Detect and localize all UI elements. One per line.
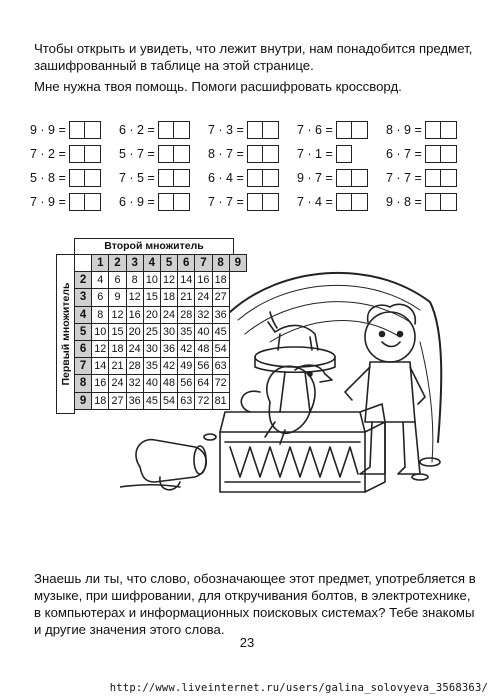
table-cell: 48 — [195, 340, 212, 357]
table-cell: 18 — [92, 392, 109, 409]
table-cell: 32 — [195, 306, 212, 323]
source-url: http://www.liveinternet.ru/users/galina_solovyeva_3568363/ — [109, 682, 488, 694]
answer-cell[interactable] — [441, 121, 457, 139]
table-cell: 45 — [212, 323, 229, 340]
answer-boxes[interactable] — [425, 169, 457, 187]
answer-boxes[interactable] — [158, 145, 190, 163]
equation — [208, 191, 297, 213]
table-cell: 63 — [212, 358, 229, 375]
table-cell: 35 — [143, 358, 160, 375]
table-cell: 21 — [109, 358, 126, 375]
table-cell: 40 — [143, 375, 160, 392]
equation — [297, 143, 386, 165]
table-cell: 32 — [126, 375, 143, 392]
answer-cell[interactable] — [425, 169, 441, 187]
table-cell: 18 — [212, 272, 229, 289]
table-cell: 10 — [143, 272, 160, 289]
table-cell: 12 — [109, 306, 126, 323]
answer-boxes[interactable] — [336, 193, 368, 211]
table-cell: 42 — [160, 358, 177, 375]
table-cell: 6 — [92, 289, 109, 306]
table-cell: 12 — [160, 272, 177, 289]
table-cell: 15 — [143, 289, 160, 306]
answer-boxes[interactable] — [247, 121, 279, 139]
answer-cell[interactable] — [85, 121, 101, 139]
answer-cell[interactable] — [352, 121, 368, 139]
equation-row — [30, 119, 475, 141]
answer-cell[interactable] — [247, 169, 263, 187]
equation-row — [30, 167, 475, 189]
equation-row — [30, 191, 475, 213]
equation — [119, 119, 208, 141]
table-header-cell: 2 — [75, 272, 92, 289]
column-header-label: Второй множитель — [74, 238, 234, 255]
answer-cell[interactable] — [158, 145, 174, 163]
intro-paragraph-1: Чтобы открыть и увидеть, что лежит внутри, нам понадобится предмет, зашифрованный в таблице на этой странице. — [34, 41, 473, 73]
equation-expression: 6 · 2 = — [119, 123, 155, 137]
row-header-label — [56, 254, 75, 414]
answer-cell[interactable] — [263, 193, 279, 211]
table-cell: 12 — [92, 340, 109, 357]
answer-cell[interactable] — [158, 193, 174, 211]
answer-cell[interactable] — [158, 121, 174, 139]
answer-cell[interactable] — [85, 169, 101, 187]
table-cell: 8 — [126, 272, 143, 289]
table-corner-cell — [75, 255, 92, 272]
equation-expression: 7 · 7 = — [386, 171, 422, 185]
answer-cell[interactable] — [85, 193, 101, 211]
equation — [208, 119, 297, 141]
equation — [119, 167, 208, 189]
equation-expression: 7 · 4 = — [297, 195, 333, 209]
equation — [30, 143, 119, 165]
equation — [297, 119, 386, 141]
answer-boxes[interactable] — [69, 193, 101, 211]
table-cell: 35 — [178, 323, 195, 340]
table-cell: 18 — [109, 340, 126, 357]
equation-expression: 9 · 8 = — [386, 195, 422, 209]
answer-cell[interactable] — [441, 169, 457, 187]
answer-cell[interactable] — [263, 145, 279, 163]
table-cell: 30 — [160, 323, 177, 340]
answer-boxes[interactable] — [158, 121, 190, 139]
equation — [30, 119, 119, 141]
answer-cell[interactable] — [69, 193, 85, 211]
answer-cell[interactable] — [247, 145, 263, 163]
table-cell: 27 — [212, 289, 229, 306]
equation — [386, 167, 475, 189]
table-cell: 56 — [178, 375, 195, 392]
outro-paragraph: Знаешь ли ты, что слово, обозначающее этот предмет, употребляется в музыке, при шифровании, для откручивания болтов, в электротехнике, в компьютерах и информационных поисковых системах? Тебе знакомы и другие значения этого слова. — [34, 571, 476, 637]
row-header-text: Первый множитель — [59, 282, 72, 386]
table-cell: 6 — [109, 272, 126, 289]
equation — [386, 143, 475, 165]
answer-cell[interactable] — [441, 193, 457, 211]
table-cell: 4 — [92, 272, 109, 289]
answer-cell[interactable] — [425, 121, 441, 139]
table-header-cell: 9 — [75, 392, 92, 409]
answer-boxes[interactable] — [336, 121, 368, 139]
equation — [30, 167, 119, 189]
table-cell: 25 — [143, 323, 160, 340]
table-header-cell: 1 — [92, 255, 109, 272]
table-header-cell: 7 — [75, 358, 92, 375]
table-header-cell: 3 — [75, 289, 92, 306]
equation-expression: 5 · 8 = — [30, 171, 66, 185]
table-cell: 15 — [109, 323, 126, 340]
answer-cell[interactable] — [158, 169, 174, 187]
answer-boxes[interactable] — [247, 145, 279, 163]
table-cell: 72 — [212, 375, 229, 392]
equation-expression: 9 · 7 = — [297, 171, 333, 185]
answer-cell[interactable] — [247, 121, 263, 139]
answer-boxes[interactable] — [425, 193, 457, 211]
equation-expression: 8 · 9 = — [386, 123, 422, 137]
answer-cell[interactable] — [174, 193, 190, 211]
answer-boxes[interactable] — [336, 145, 352, 163]
answer-boxes[interactable] — [69, 121, 101, 139]
answer-boxes[interactable] — [247, 169, 279, 187]
equation — [297, 191, 386, 213]
table-cell: 48 — [160, 375, 177, 392]
table-cell: 40 — [195, 323, 212, 340]
answer-boxes[interactable] — [247, 193, 279, 211]
equation-expression: 5 · 7 = — [119, 147, 155, 161]
boy-with-chest-illustration — [120, 262, 450, 522]
intro-text — [34, 40, 474, 95]
answer-boxes[interactable] — [69, 145, 101, 163]
table-cell: 8 — [92, 306, 109, 323]
table-cell: 28 — [178, 306, 195, 323]
table-header-cell: 6 — [178, 255, 195, 272]
equation — [208, 167, 297, 189]
table-cell: 28 — [126, 358, 143, 375]
answer-boxes[interactable] — [336, 169, 368, 187]
table-header-cell: 7 — [195, 255, 212, 272]
table-header-cell: 4 — [75, 306, 92, 323]
table-cell: 54 — [160, 392, 177, 409]
table-header-cell: 6 — [75, 340, 92, 357]
equation-expression: 8 · 7 = — [208, 147, 244, 161]
table-cell: 24 — [109, 375, 126, 392]
answer-cell[interactable] — [336, 193, 352, 211]
table-cell: 64 — [195, 375, 212, 392]
answer-cell[interactable] — [263, 121, 279, 139]
answer-cell[interactable] — [174, 121, 190, 139]
answer-cell[interactable] — [336, 169, 352, 187]
table-cell: 56 — [195, 358, 212, 375]
table-cell: 30 — [143, 340, 160, 357]
table-header-cell: 8 — [212, 255, 229, 272]
table-header-cell: 5 — [75, 323, 92, 340]
answer-cell[interactable] — [247, 193, 263, 211]
table-cell: 24 — [195, 289, 212, 306]
table-cell: 16 — [92, 375, 109, 392]
equation-expression: 7 · 9 = — [30, 195, 66, 209]
table-cell: 72 — [195, 392, 212, 409]
table-cell: 63 — [178, 392, 195, 409]
equation — [386, 119, 475, 141]
answer-boxes[interactable] — [158, 169, 190, 187]
answer-boxes[interactable] — [425, 121, 457, 139]
answer-boxes[interactable] — [425, 145, 457, 163]
table-cell: 49 — [178, 358, 195, 375]
table-cell: 36 — [126, 392, 143, 409]
answer-cell[interactable] — [352, 193, 368, 211]
intro-paragraph-2: Мне нужна твоя помощь. Помоги расшифровать кроссворд. — [34, 79, 402, 94]
answer-cell[interactable] — [263, 169, 279, 187]
table-cell: 10 — [92, 323, 109, 340]
equation — [386, 191, 475, 213]
table-cell: 20 — [143, 306, 160, 323]
equation-row — [30, 143, 475, 165]
equation-expression: 7 · 7 = — [208, 195, 244, 209]
table-cell: 54 — [212, 340, 229, 357]
equation — [297, 167, 386, 189]
equation-expression: 6 · 4 = — [208, 171, 244, 185]
table-cell: 9 — [109, 289, 126, 306]
table-cell: 20 — [126, 323, 143, 340]
answer-cell[interactable] — [425, 193, 441, 211]
table-cell: 45 — [143, 392, 160, 409]
answer-cell[interactable] — [85, 145, 101, 163]
equation-expression: 7 · 6 = — [297, 123, 333, 137]
answer-cell[interactable] — [174, 145, 190, 163]
equation-expression: 6 · 7 = — [386, 147, 422, 161]
answer-cell[interactable] — [352, 169, 368, 187]
table-cell: 27 — [109, 392, 126, 409]
table-header-cell: 9 — [229, 255, 246, 272]
outro-text — [34, 570, 479, 638]
table-cell: 14 — [92, 358, 109, 375]
answer-cell[interactable] — [425, 145, 441, 163]
table-cell: 81 — [212, 392, 229, 409]
table-header-cell: 4 — [143, 255, 160, 272]
equation — [208, 143, 297, 165]
equation-expression: 9 · 9 = — [30, 123, 66, 137]
table-cell: 36 — [212, 306, 229, 323]
answer-cell[interactable] — [336, 121, 352, 139]
equation-expression: 7 · 1 = — [297, 147, 333, 161]
table-cell: 14 — [178, 272, 195, 289]
page-number: 23 — [239, 635, 255, 650]
answer-cell[interactable] — [69, 121, 85, 139]
answer-cell[interactable] — [174, 169, 190, 187]
table-cell: 16 — [195, 272, 212, 289]
equation — [119, 143, 208, 165]
answer-cell[interactable] — [336, 145, 352, 163]
equation-expression: 7 · 3 = — [208, 123, 244, 137]
table-cell: 16 — [126, 306, 143, 323]
equation-expression: 6 · 9 = — [119, 195, 155, 209]
table-cell: 24 — [126, 340, 143, 357]
table-cell: 36 — [160, 340, 177, 357]
table-cell: 21 — [178, 289, 195, 306]
table-cell: 18 — [160, 289, 177, 306]
equation — [30, 191, 119, 213]
answer-cell[interactable] — [441, 145, 457, 163]
equation-expression: 7 · 5 = — [119, 171, 155, 185]
table-cell: 12 — [126, 289, 143, 306]
equation-expression: 7 · 2 = — [30, 147, 66, 161]
answer-boxes[interactable] — [158, 193, 190, 211]
equation — [119, 191, 208, 213]
answer-cell[interactable] — [69, 169, 85, 187]
answer-boxes[interactable] — [69, 169, 101, 187]
answer-cell[interactable] — [69, 145, 85, 163]
equation-grid — [30, 119, 475, 215]
table-header-cell: 2 — [109, 255, 126, 272]
table-cell: 42 — [178, 340, 195, 357]
table-cell: 24 — [160, 306, 177, 323]
table-header-cell: 8 — [75, 375, 92, 392]
table-header-cell: 3 — [126, 255, 143, 272]
table-header-cell: 5 — [160, 255, 177, 272]
